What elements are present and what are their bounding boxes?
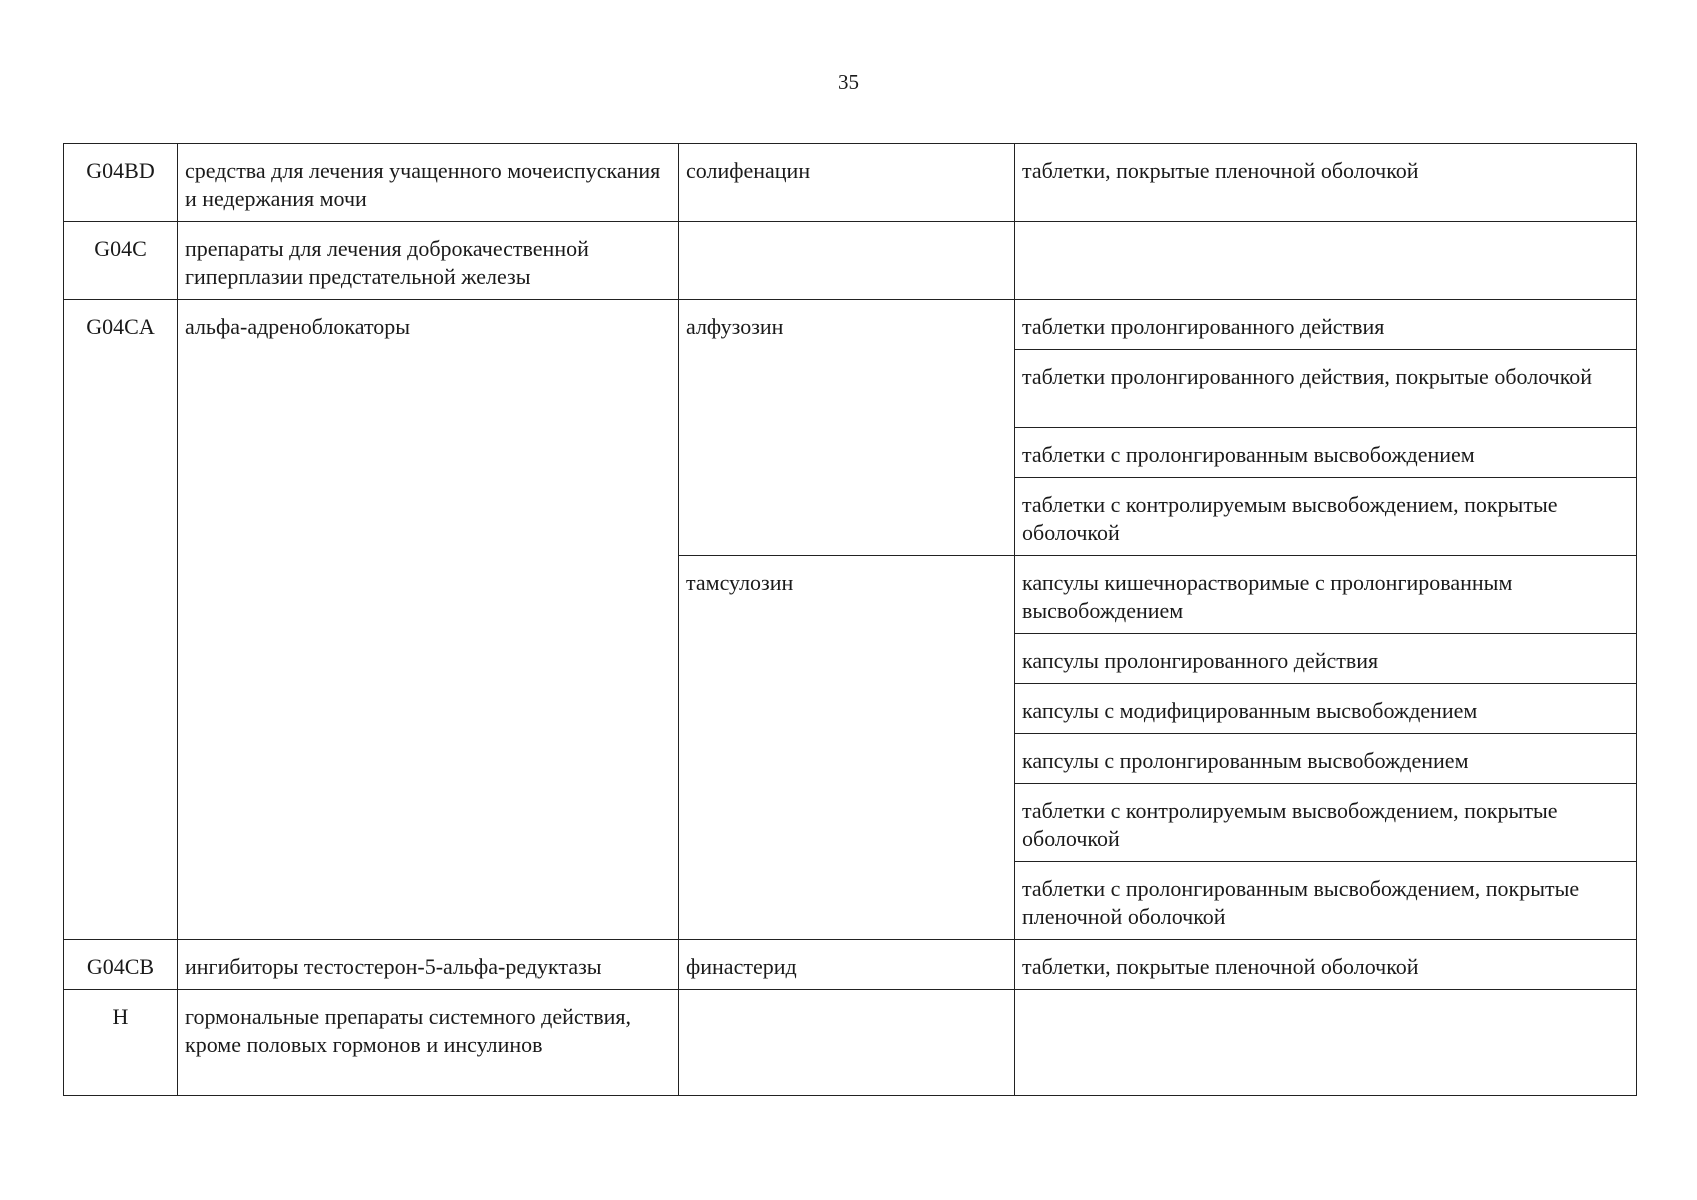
table-row bbox=[64, 222, 1637, 300]
drug-name-cell bbox=[679, 222, 1015, 300]
table-row bbox=[64, 990, 1637, 1096]
atc-code-cell: G04CA bbox=[64, 300, 178, 940]
table-row bbox=[64, 144, 1637, 222]
table-row bbox=[64, 940, 1637, 990]
group-name-cell: альфа-адреноблокаторы bbox=[178, 300, 679, 940]
dosage-form-cell: капсулы кишечнорастворимые с пролонгированным высвобождением bbox=[1015, 556, 1637, 634]
dosage-form-cell: таблетки с пролонгированным высвобождением, покрытые пленочной оболочкой bbox=[1015, 862, 1637, 940]
drug-name-cell: алфузозин bbox=[679, 300, 1015, 556]
group-name-cell: препараты для лечения доброкачественной гиперплазии предстательной железы bbox=[178, 222, 679, 300]
dosage-form-cell: таблетки пролонгированного действия, покрытые оболочкой bbox=[1015, 350, 1637, 428]
dosage-form-cell: таблетки, покрытые пленочной оболочкой bbox=[1015, 940, 1637, 990]
dosage-form-cell: капсулы с пролонгированным высвобождением bbox=[1015, 734, 1637, 784]
group-name-cell: ингибиторы тестостерон-5-альфа-редуктазы bbox=[178, 940, 679, 990]
dosage-form-cell: таблетки пролонгированного действия bbox=[1015, 300, 1637, 350]
dosage-form-cell: капсулы с модифицированным высвобождением bbox=[1015, 684, 1637, 734]
drug-name-cell bbox=[679, 990, 1015, 1096]
dosage-form-cell bbox=[1015, 990, 1637, 1096]
drug-name-cell: солифенацин bbox=[679, 144, 1015, 222]
dosage-form-cell: таблетки с контролируемым высвобождением, покрытые оболочкой bbox=[1015, 478, 1637, 556]
atc-code-cell: G04BD bbox=[64, 144, 178, 222]
dosage-form-cell: таблетки с пролонгированным высвобождением bbox=[1015, 428, 1637, 478]
drug-name-cell: финастерид bbox=[679, 940, 1015, 990]
table-row bbox=[64, 300, 1637, 350]
dosage-form-cell: таблетки с контролируемым высвобождением, покрытые оболочкой bbox=[1015, 784, 1637, 862]
page-number: 35 bbox=[838, 70, 859, 94]
dosage-form-cell: капсулы пролонгированного действия bbox=[1015, 634, 1637, 684]
atc-code-cell: G04C bbox=[64, 222, 178, 300]
group-name-cell: средства для лечения учащенного мочеиспускания и недержания мочи bbox=[178, 144, 679, 222]
atc-code-cell: G04CB bbox=[64, 940, 178, 990]
dosage-form-cell bbox=[1015, 222, 1637, 300]
atc-code-cell: H bbox=[64, 990, 178, 1096]
drug-name-cell: тамсулозин bbox=[679, 556, 1015, 940]
group-name-cell: гормональные препараты системного действия, кроме половых гормонов и инсулинов bbox=[178, 990, 679, 1096]
drug-table bbox=[63, 143, 1637, 1096]
dosage-form-cell: таблетки, покрытые пленочной оболочкой bbox=[1015, 144, 1637, 222]
